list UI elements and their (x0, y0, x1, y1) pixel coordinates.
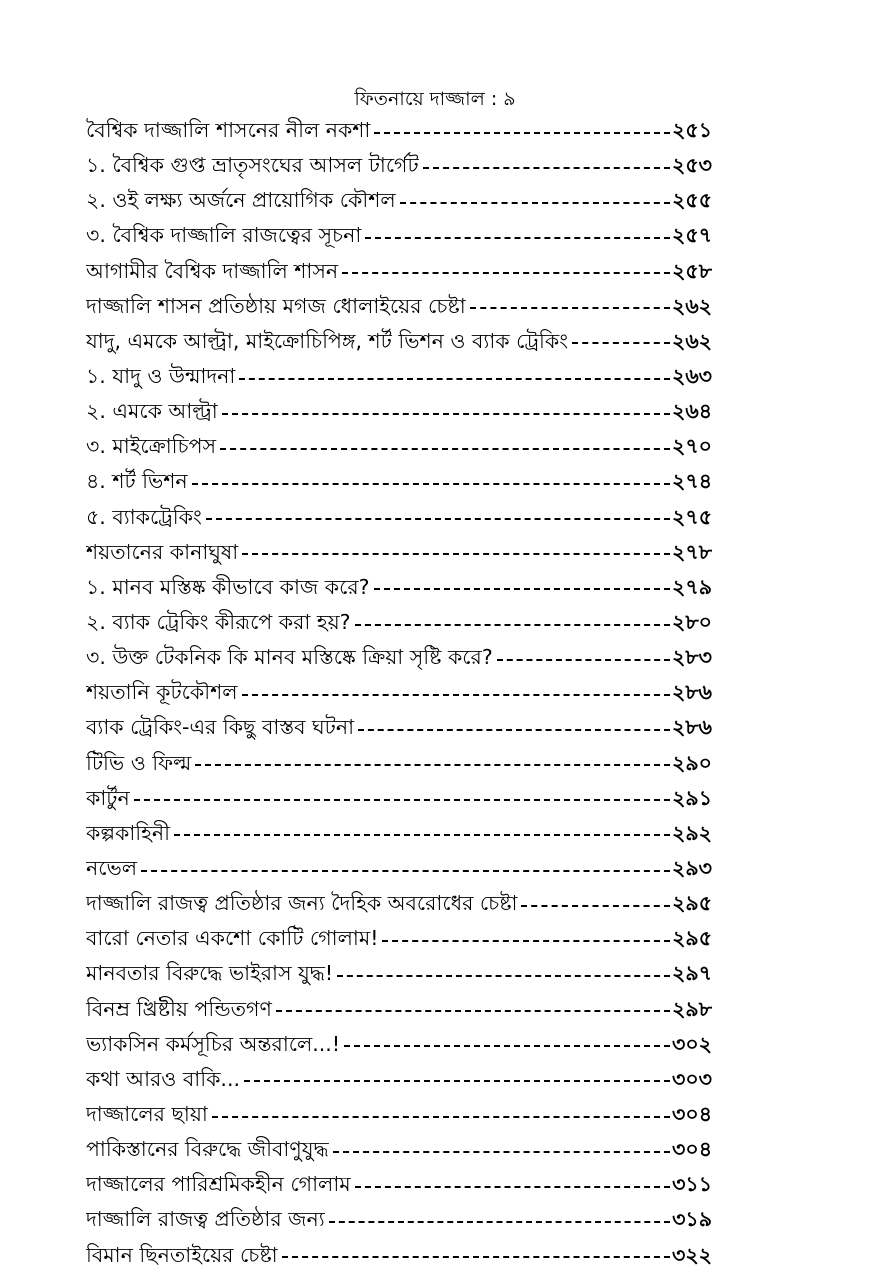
toc-entry-page-number: ২৯৮ (672, 996, 712, 1021)
toc-entry (86, 394, 712, 429)
toc-entry (86, 113, 712, 148)
toc-entry-title: নভেল (86, 855, 138, 880)
dot-leader (244, 1080, 670, 1082)
toc-entry-page-number: ৩০৪ (672, 1101, 712, 1126)
dot-leader (242, 694, 671, 696)
toc-entry (86, 148, 712, 183)
toc-entry-page-number: ২৯৫ (672, 926, 712, 951)
dot-leader (470, 307, 670, 309)
toc-entry (86, 1238, 712, 1273)
dot-leader (337, 975, 670, 977)
toc-entry (86, 254, 712, 289)
dot-leader (282, 1256, 670, 1258)
toc-entry-title: আগামীর বৈশ্বিক দাজ্জালি শাসন (86, 258, 339, 283)
toc-entry-page-number: ২৫৫ (672, 188, 712, 213)
toc-entry (86, 1132, 712, 1167)
toc-entry (86, 1202, 712, 1237)
toc-entry-title: যাদু, এমকে আল্ট্রা, মাইক্রোচিপিঙ্গ, শর্ট ভিশন ও ব্যাক ট্রেকিং (86, 328, 569, 353)
toc-entry (86, 429, 712, 464)
toc-entry-title: বিমান ছিনতাইয়ের চেষ্টা (86, 1242, 278, 1267)
toc-entry-page-number: ৩০৪ (672, 1137, 712, 1162)
dot-leader (329, 1221, 670, 1223)
dot-leader (212, 1116, 670, 1118)
toc-entry (86, 183, 712, 218)
toc-entry-title: ৩. মাইক্রোচিপস (86, 434, 217, 459)
toc-entry-page-number: ২৫৭ (672, 223, 712, 248)
toc-entry (86, 218, 712, 253)
toc-entry-page-number: ২৯৫ (672, 891, 712, 916)
toc-entry-page-number: ২৬২ (672, 328, 712, 353)
toc-entry-title: ৩. উক্ত টেকনিক কি মানব মস্তিষ্কে ক্রিয়া সৃষ্টি করে? (86, 645, 493, 670)
toc-entry-page-number: ২৯২ (672, 820, 712, 845)
toc-entry (86, 570, 712, 605)
toc-entry (86, 746, 712, 781)
toc-entry-title: কল্পকাহিনী (86, 820, 170, 845)
toc-entry-title: মানবতার বিরুদ্ধে ভাইরাস যুদ্ধ! (86, 961, 334, 986)
toc-entry-page-number: ২৭৪ (672, 469, 712, 494)
dot-leader (423, 167, 670, 169)
dot-leader (220, 448, 670, 450)
dot-leader (497, 659, 670, 661)
toc-entry-title: ২. ব্যাক ট্রেকিং কীরূপে করা হয়? (86, 609, 351, 634)
dot-leader (521, 905, 670, 907)
dot-leader (572, 342, 670, 344)
toc-entry (86, 992, 712, 1027)
dot-leader (192, 483, 670, 485)
toc-entry (86, 956, 712, 991)
toc-entry (86, 816, 712, 851)
toc-entry (86, 675, 712, 710)
toc-entry-title: ভ্যাকসিন কর্মসূচির অন্তরালে...! (86, 1031, 341, 1056)
dot-leader (374, 588, 671, 590)
toc-entry-page-number: ২৫৩ (672, 153, 712, 178)
toc-entry-title: ১. যাদু ও উন্মাদনা (86, 363, 236, 388)
toc-entry-page-number: ২৯৭ (672, 961, 712, 986)
toc-entry (86, 500, 712, 535)
toc-entry-title: কথা আরও বাকি... (86, 1066, 240, 1091)
toc-entry-title: ৩. বৈশ্বিক দাজ্জালি রাজত্বের সূচনা (86, 223, 362, 248)
toc-entry (86, 1097, 712, 1132)
toc-entry-page-number: ২৭৮ (672, 539, 712, 564)
toc-entry-title: ১. মানব মস্তিষ্ক কীভাবে কাজ করে? (86, 574, 370, 599)
toc-entry-page-number: ৩১৯ (672, 1207, 712, 1232)
toc-entry-title: দাজ্জালের ছায়া (86, 1101, 208, 1126)
dot-leader (174, 834, 670, 836)
toc-entry-title: শয়তানের কানাঘুষা (86, 539, 239, 564)
dot-leader (195, 764, 670, 766)
toc-entry-title: দাজ্জালের পারিশ্রমিকহীন গোলাম (86, 1172, 351, 1197)
toc-entry-page-number: ৩১১ (672, 1172, 712, 1197)
toc-entry (86, 781, 712, 816)
toc-entry-page-number: ২৬২ (672, 293, 712, 318)
toc-entry (86, 1062, 712, 1097)
toc-entry (86, 1167, 712, 1202)
dot-leader (355, 1186, 670, 1188)
toc-entry-page-number: ৩২২ (672, 1242, 712, 1267)
toc-entry (86, 921, 712, 956)
dot-leader (242, 553, 670, 555)
toc-entry-title: টিভি ও ফিল্ম (86, 750, 192, 775)
toc-entry (86, 886, 712, 921)
toc-entry-page-number: ৩০৩ (672, 1066, 712, 1091)
toc-entry-title: বারো নেতার একশো কোটি গোলাম! (86, 926, 379, 951)
toc-entry (86, 710, 712, 745)
toc-entry-page-number: ২৯১ (672, 785, 712, 810)
toc-entry (86, 289, 712, 324)
toc-entry-title: বৈশ্বিক দাজ্জালি শাসনের নীল নকশা (86, 118, 371, 142)
dot-leader (222, 413, 670, 415)
dot-leader (141, 870, 670, 872)
toc-entry-title: শয়তানি কূটকৌশল (86, 680, 238, 705)
dot-leader (365, 237, 670, 239)
toc-entry-page-number: ২৮০ (672, 609, 712, 634)
dot-leader (358, 729, 670, 731)
toc-entry (86, 640, 712, 675)
toc-entry-page-number: ২৯৩ (672, 855, 712, 880)
toc-entry (86, 1027, 712, 1062)
toc-entry-page-number: ৩০২ (672, 1031, 712, 1056)
dot-leader (342, 272, 670, 274)
dot-leader (206, 518, 670, 520)
toc-entry-title: ৪. শর্ট ভিশন (86, 469, 188, 494)
dot-leader (400, 202, 670, 204)
toc-entry (86, 851, 712, 886)
toc-entry-page-number: ২৭৫ (672, 504, 712, 529)
dot-leader (355, 624, 670, 626)
toc-entry-page-number: ২৬৩ (672, 363, 712, 388)
toc-entry-page-number: ২৯০ (672, 750, 712, 775)
table-of-contents (86, 113, 712, 1273)
dot-leader (239, 378, 670, 380)
toc-entry (86, 324, 712, 359)
toc-entry-title: ২. এমকে আল্ট্রা (86, 399, 218, 424)
toc-entry-page-number: ২৬৪ (672, 399, 712, 424)
toc-entry-title: দাজ্জালি রাজত্ব প্রতিষ্ঠার জন্য (86, 1207, 325, 1232)
toc-entry (86, 605, 712, 640)
dot-leader (344, 1045, 670, 1047)
toc-entry-page-number: ২৫৮ (672, 258, 712, 283)
toc-entry-page-number: ২৫১ (672, 118, 712, 142)
toc-entry-title: বিনম্র খ্রিষ্টীয় পন্ডিতগণ (86, 996, 272, 1021)
dot-leader (134, 799, 670, 801)
running-header: ফিতনায়ে দাজ্জাল : ৯ (354, 88, 516, 110)
toc-entry-page-number: ২৭০ (672, 434, 712, 459)
toc-entry-page-number: ২৮৬ (672, 715, 712, 740)
toc-entry-title: দাজ্জালি রাজত্ব প্রতিষ্ঠার জন্য দৈহিক অবরোধের চেষ্টা (86, 891, 518, 916)
toc-entry-title: দাজ্জালি শাসন প্রতিষ্ঠায় মগজ ধোলাইয়ের চেষ্টা (86, 293, 466, 318)
toc-entry-title: ১. বৈশ্বিক গুপ্ত ভ্রাতৃসংঘের আসল টার্গেট (86, 153, 419, 178)
toc-entry-page-number: ২৭৯ (672, 574, 712, 599)
toc-entry-title: কার্টুন (86, 785, 130, 810)
toc-entry-title: ২. ওই লক্ষ্য অর্জনে প্রায়োগিক কৌশল (86, 188, 396, 213)
toc-entry-page-number: ২৮৬ (672, 680, 712, 705)
toc-entry-title: ৫. ব্যাকট্রেকিং (86, 504, 202, 529)
dot-leader (382, 940, 670, 942)
toc-entry-title: পাকিস্তানের বিরুদ্ধে জীবাণুযুদ্ধ (86, 1137, 329, 1162)
toc-entry-page-number: ২৮৩ (672, 645, 712, 670)
toc-entry-title: ব্যাক ট্রেকিং-এর কিছু বাস্তব ঘটনা (86, 715, 355, 740)
toc-entry (86, 464, 712, 499)
toc-entry (86, 359, 712, 394)
dot-leader (333, 1151, 670, 1153)
toc-entry (86, 535, 712, 570)
dot-leader (374, 132, 670, 134)
dot-leader (276, 1010, 670, 1012)
